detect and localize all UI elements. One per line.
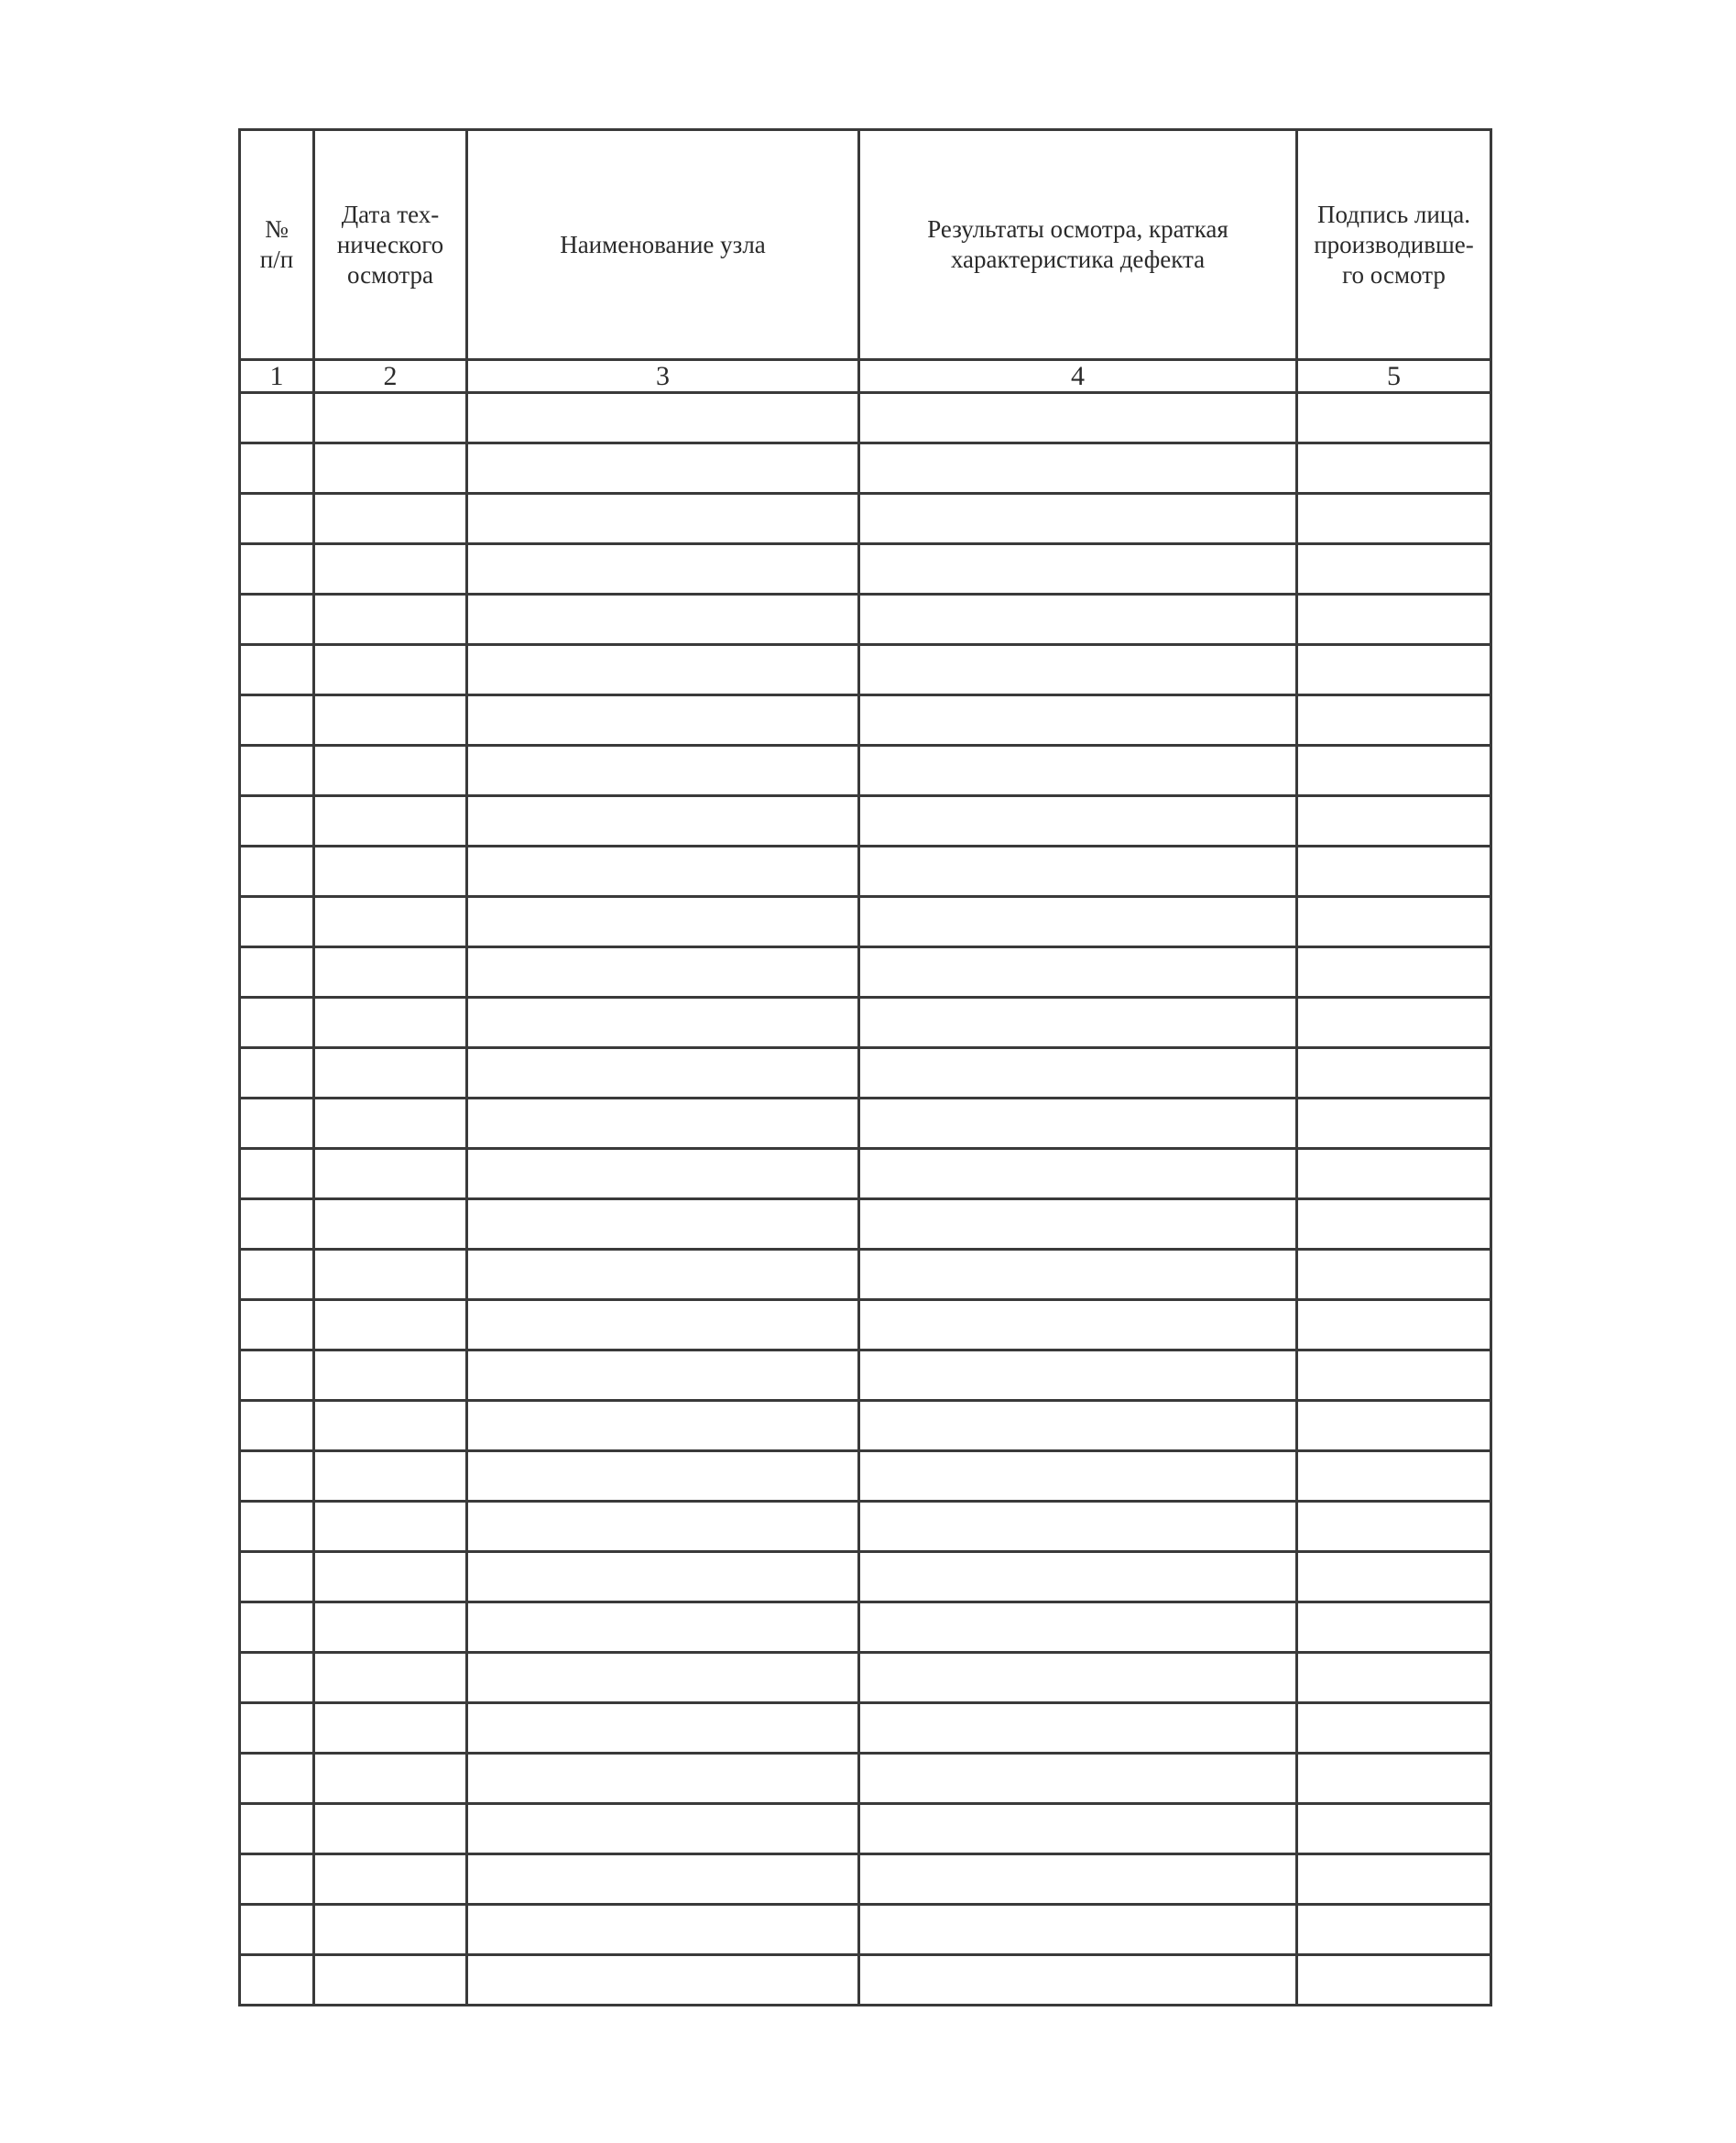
- table-cell: [1297, 544, 1491, 595]
- table-row: [240, 1754, 1491, 1804]
- table-cell: [859, 393, 1297, 443]
- table-row: [240, 746, 1491, 796]
- table-cell: [859, 1703, 1297, 1754]
- table-cell: [240, 947, 314, 998]
- table-cell: [314, 1300, 467, 1350]
- table-cell: [240, 1350, 314, 1401]
- table-cell: [314, 1754, 467, 1804]
- table-cell: [1297, 1300, 1491, 1350]
- table-row: [240, 1300, 1491, 1350]
- table-cell: [240, 1048, 314, 1099]
- table-cell: [240, 998, 314, 1048]
- table-cell: [1297, 1048, 1491, 1099]
- table-cell: [1297, 645, 1491, 695]
- table-row: [240, 695, 1491, 746]
- table-row: [240, 544, 1491, 595]
- table-cell: [1297, 1552, 1491, 1602]
- table-cell: [859, 998, 1297, 1048]
- table-cell: [1297, 494, 1491, 544]
- table-cell: [240, 897, 314, 947]
- table-cell: [314, 1502, 467, 1552]
- table-cell: [314, 1099, 467, 1149]
- table-cell: [240, 695, 314, 746]
- column-header-signature: Подпись лица. производивше- го осмотр: [1297, 130, 1491, 360]
- table-cell: [859, 1602, 1297, 1653]
- table-cell: [467, 1502, 859, 1552]
- column-number: 2: [314, 360, 467, 393]
- table-cell: [314, 1653, 467, 1703]
- table-cell: [467, 746, 859, 796]
- table-cell: [1297, 1754, 1491, 1804]
- table-cell: [859, 1854, 1297, 1905]
- table-cell: [314, 1149, 467, 1199]
- table-cell: [1297, 1199, 1491, 1250]
- table-cell: [240, 1149, 314, 1199]
- table-cell: [467, 1401, 859, 1451]
- table-cell: [1297, 1602, 1491, 1653]
- table-cell: [467, 947, 859, 998]
- table-cell: [240, 1099, 314, 1149]
- table-cell: [859, 1905, 1297, 1955]
- table-cell: [467, 796, 859, 847]
- table-cell: [859, 443, 1297, 494]
- table-cell: [314, 947, 467, 998]
- table-cell: [467, 1552, 859, 1602]
- table-row: [240, 1149, 1491, 1199]
- table-cell: [1297, 1401, 1491, 1451]
- table-cell: [240, 1854, 314, 1905]
- table-cell: [1297, 1451, 1491, 1502]
- table-cell: [467, 1350, 859, 1401]
- table-row: [240, 1048, 1491, 1099]
- table-cell: [1297, 1955, 1491, 2006]
- table-cell: [314, 1451, 467, 1502]
- table-cell: [240, 746, 314, 796]
- table-row: [240, 947, 1491, 998]
- table-cell: [240, 494, 314, 544]
- table-cell: [314, 1048, 467, 1099]
- table-cell: [859, 695, 1297, 746]
- column-header-unit-name: Наименование узла: [467, 130, 859, 360]
- table-cell: [859, 544, 1297, 595]
- table-cell: [240, 1754, 314, 1804]
- table-cell: [467, 1703, 859, 1754]
- table-cell: [240, 1602, 314, 1653]
- table-cell: [467, 1300, 859, 1350]
- table-row: [240, 1905, 1491, 1955]
- table-cell: [314, 443, 467, 494]
- table-cell: [314, 393, 467, 443]
- table-cell: [467, 1754, 859, 1804]
- table-cell: [467, 544, 859, 595]
- table-cell: [1297, 1854, 1491, 1905]
- table-cell: [859, 1250, 1297, 1300]
- table-cell: [314, 1854, 467, 1905]
- table-cell: [240, 544, 314, 595]
- table-cell: [314, 1905, 467, 1955]
- table-cell: [240, 1250, 314, 1300]
- table-cell: [859, 1099, 1297, 1149]
- inspection-log-table: [238, 128, 1492, 2006]
- table-cell: [240, 443, 314, 494]
- table-cell: [859, 1754, 1297, 1804]
- table-cell: [859, 595, 1297, 645]
- table-cell: [314, 1350, 467, 1401]
- table-row: [240, 1401, 1491, 1451]
- table-row: [240, 1350, 1491, 1401]
- table-cell: [314, 796, 467, 847]
- table-cell: [467, 1149, 859, 1199]
- table-cell: [467, 847, 859, 897]
- table-row: [240, 796, 1491, 847]
- table-cell: [1297, 796, 1491, 847]
- table-cell: [859, 1804, 1297, 1854]
- log-body: [240, 393, 1491, 2006]
- table-row: [240, 1199, 1491, 1250]
- column-number: 4: [859, 360, 1297, 393]
- table-cell: [467, 1451, 859, 1502]
- table-cell: [1297, 1099, 1491, 1149]
- table-cell: [1297, 1149, 1491, 1199]
- table-cell: [240, 1703, 314, 1754]
- table-cell: [314, 897, 467, 947]
- table-cell: [1297, 947, 1491, 998]
- table-cell: [1297, 1905, 1491, 1955]
- table-cell: [1297, 897, 1491, 947]
- table-cell: [314, 1552, 467, 1602]
- table-cell: [240, 796, 314, 847]
- column-number: 5: [1297, 360, 1491, 393]
- table-row: [240, 897, 1491, 947]
- table-row: [240, 1502, 1491, 1552]
- table-cell: [314, 998, 467, 1048]
- table-cell: [314, 1804, 467, 1854]
- table-row: [240, 494, 1491, 544]
- table-cell: [314, 595, 467, 645]
- table-cell: [859, 897, 1297, 947]
- table-cell: [240, 1401, 314, 1451]
- table-cell: [1297, 1250, 1491, 1300]
- table-cell: [1297, 1350, 1491, 1401]
- table-cell: [240, 847, 314, 897]
- table-row: [240, 998, 1491, 1048]
- table-cell: [467, 645, 859, 695]
- table-cell: [240, 645, 314, 695]
- table-cell: [859, 847, 1297, 897]
- table-cell: [859, 494, 1297, 544]
- table-cell: [467, 1905, 859, 1955]
- table-cell: [314, 1199, 467, 1250]
- table-row: [240, 1602, 1491, 1653]
- table-cell: [240, 595, 314, 645]
- table-cell: [314, 1602, 467, 1653]
- table-row: [240, 595, 1491, 645]
- column-header-inspection-results: Результаты осмотра, краткая характеристика дефекта: [859, 130, 1297, 360]
- table-cell: [1297, 393, 1491, 443]
- table-cell: [859, 947, 1297, 998]
- table-cell: [859, 1048, 1297, 1099]
- table-cell: [859, 1149, 1297, 1199]
- table-cell: [240, 1955, 314, 2006]
- column-number: 1: [240, 360, 314, 393]
- table-cell: [859, 1451, 1297, 1502]
- table-cell: [1297, 998, 1491, 1048]
- table-cell: [859, 1502, 1297, 1552]
- table-row: [240, 1703, 1491, 1754]
- table-row: [240, 1804, 1491, 1854]
- table-cell: [1297, 1804, 1491, 1854]
- table-cell: [240, 1300, 314, 1350]
- table-cell: [1297, 847, 1491, 897]
- table-row: [240, 1552, 1491, 1602]
- table-cell: [240, 1905, 314, 1955]
- journal-page: [238, 128, 1490, 2006]
- table-row: [240, 847, 1491, 897]
- table-cell: [467, 1602, 859, 1653]
- table-cell: [314, 1955, 467, 2006]
- table-cell: [240, 1451, 314, 1502]
- column-header-inspection-date: Дата тех- нического осмотра: [314, 130, 467, 360]
- table-row: [240, 1451, 1491, 1502]
- table-cell: [314, 544, 467, 595]
- table-cell: [467, 443, 859, 494]
- table-cell: [467, 998, 859, 1048]
- table-cell: [859, 1199, 1297, 1250]
- table-cell: [240, 393, 314, 443]
- column-header-number: № п/п: [240, 130, 314, 360]
- table-cell: [1297, 1653, 1491, 1703]
- table-cell: [1297, 595, 1491, 645]
- table-cell: [314, 1250, 467, 1300]
- table-cell: [467, 1250, 859, 1300]
- table-cell: [240, 1804, 314, 1854]
- table-header-row: [240, 130, 1491, 360]
- table-cell: [314, 847, 467, 897]
- table-cell: [314, 1703, 467, 1754]
- table-cell: [1297, 746, 1491, 796]
- table-cell: [467, 695, 859, 746]
- table-cell: [859, 1552, 1297, 1602]
- table-cell: [467, 1199, 859, 1250]
- table-cell: [859, 1350, 1297, 1401]
- table-cell: [314, 645, 467, 695]
- table-row: [240, 443, 1491, 494]
- column-number: 3: [467, 360, 859, 393]
- table-cell: [314, 746, 467, 796]
- table-cell: [859, 645, 1297, 695]
- table-cell: [1297, 443, 1491, 494]
- table-row: [240, 1653, 1491, 1703]
- table-cell: [467, 1048, 859, 1099]
- table-cell: [859, 1653, 1297, 1703]
- table-row: [240, 1099, 1491, 1149]
- table-cell: [859, 1955, 1297, 2006]
- table-cell: [240, 1552, 314, 1602]
- table-cell: [467, 595, 859, 645]
- table-cell: [1297, 1502, 1491, 1552]
- table-cell: [314, 494, 467, 544]
- table-cell: [859, 1300, 1297, 1350]
- table-cell: [859, 796, 1297, 847]
- column-number-row: [240, 360, 1491, 393]
- table-row: [240, 393, 1491, 443]
- table-cell: [467, 897, 859, 947]
- table-row: [240, 1955, 1491, 2006]
- table-cell: [467, 393, 859, 443]
- table-cell: [240, 1653, 314, 1703]
- table-cell: [859, 1401, 1297, 1451]
- table-row: [240, 1250, 1491, 1300]
- table-row: [240, 645, 1491, 695]
- table-cell: [1297, 1703, 1491, 1754]
- table-cell: [467, 1099, 859, 1149]
- table-cell: [859, 746, 1297, 796]
- table-cell: [467, 1804, 859, 1854]
- table-cell: [240, 1502, 314, 1552]
- table-cell: [240, 1199, 314, 1250]
- table-cell: [467, 494, 859, 544]
- table-cell: [1297, 695, 1491, 746]
- table-cell: [467, 1955, 859, 2006]
- table-cell: [314, 695, 467, 746]
- table-cell: [467, 1854, 859, 1905]
- table-cell: [467, 1653, 859, 1703]
- table-row: [240, 1854, 1491, 1905]
- table-cell: [314, 1401, 467, 1451]
